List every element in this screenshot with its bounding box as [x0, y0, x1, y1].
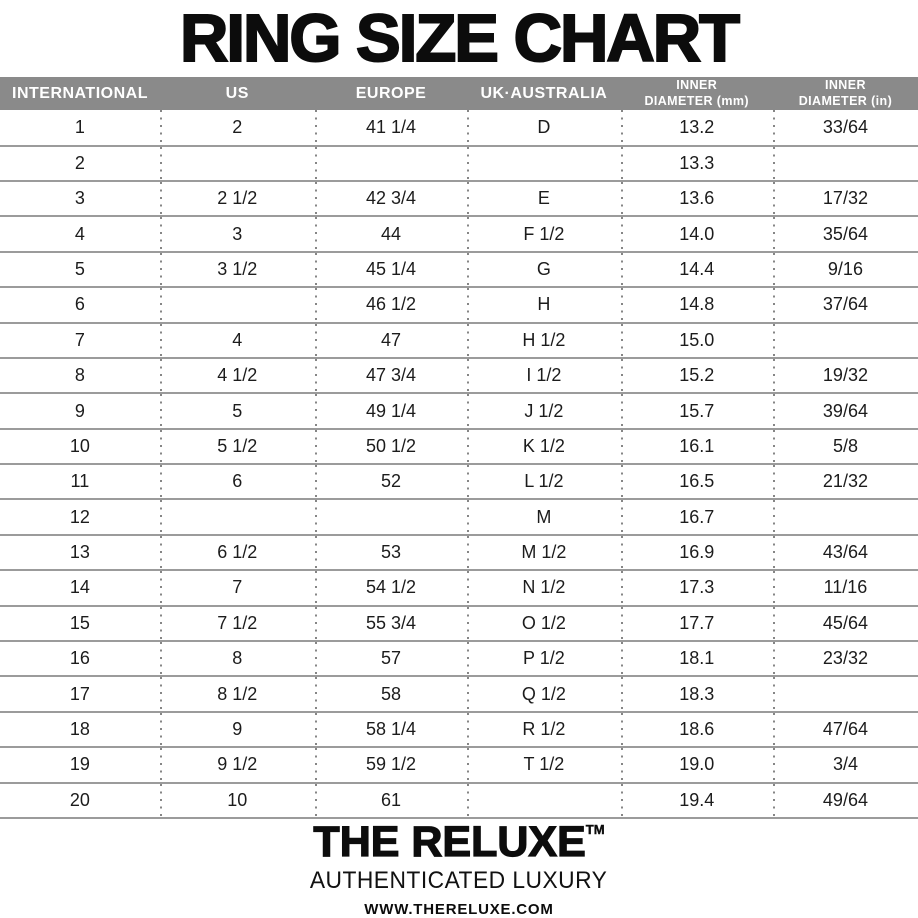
cell-europe: 46 1/2	[315, 287, 467, 322]
cell-us	[160, 146, 315, 181]
cell-us: 3 1/2	[160, 252, 315, 287]
table-body	[0, 110, 918, 818]
cell-inner-diameter-in: 23/32	[773, 641, 918, 676]
cell-inner-diameter-mm: 19.4	[621, 783, 773, 818]
table-row	[0, 181, 918, 216]
cell-uk-australia: O 1/2	[467, 606, 620, 641]
cell-inner-diameter-mm: 19.0	[621, 747, 773, 782]
table-row	[0, 252, 918, 287]
cell-international: 1	[74, 116, 85, 137]
cell-us	[160, 287, 315, 322]
cell-europe: 58	[315, 676, 467, 711]
cell-international: 15	[0, 606, 160, 641]
cell-us: 8 1/2	[160, 676, 315, 711]
cell-us: 7 1/2	[160, 606, 315, 641]
cell-europe	[315, 499, 467, 534]
cell-us: 2 1/2	[160, 181, 315, 216]
cell-inner-diameter-mm: 16.5	[621, 464, 773, 499]
cell-uk-australia	[467, 146, 620, 181]
cell-international: 4	[0, 216, 160, 251]
brand-website: WWW.THERELUXE.COM	[364, 901, 554, 918]
cell-inner-diameter-in: 33/64	[773, 110, 918, 145]
cell-us: 4 1/2	[160, 358, 315, 393]
table-row	[0, 641, 918, 676]
cell-inner-diameter-in: 35/64	[773, 216, 918, 251]
cell-europe: 47 3/4	[315, 358, 467, 393]
cell-inner-diameter-in: 5/8	[773, 429, 918, 464]
table-row	[0, 429, 918, 464]
cell-inner-diameter-mm: 16.1	[621, 429, 773, 464]
cell-inner-diameter-in: 37/64	[773, 287, 918, 322]
cell-inner-diameter-in	[773, 499, 918, 534]
cell-uk-australia: G	[467, 252, 620, 287]
table-row	[0, 110, 918, 145]
cell-europe: 47	[315, 323, 467, 358]
cell-us: 2	[160, 110, 315, 145]
cell-inner-diameter-in: 21/32	[773, 464, 918, 499]
cell-inner-diameter-mm: 17.3	[621, 570, 773, 605]
brand-tagline: AUTHENTICATED LUXURY	[310, 867, 608, 894]
cell-international: 14	[0, 570, 160, 605]
cell-inner-diameter-in: 43/64	[773, 535, 918, 570]
cell-inner-diameter-in	[773, 676, 918, 711]
title-bar	[0, 0, 918, 77]
cell-uk-australia: F 1/2	[467, 216, 620, 251]
cell-international: 13	[0, 535, 160, 570]
table-row	[0, 146, 918, 181]
cell-inner-diameter-mm: 18.3	[621, 676, 773, 711]
cell-europe: 59 1/2	[315, 747, 467, 782]
table-row	[0, 535, 918, 570]
table-row	[0, 287, 918, 322]
trademark-symbol: TM	[585, 822, 605, 837]
cell-inner-diameter-mm: 14.8	[621, 287, 773, 322]
cell-europe: 49 1/4	[315, 393, 467, 428]
cell-us: 4	[160, 323, 315, 358]
cell-europe: 54 1/2	[315, 570, 467, 605]
table-row	[0, 676, 918, 711]
cell-inner-diameter-mm: 17.7	[621, 606, 773, 641]
cell-inner-diameter-mm: 15.0	[621, 323, 773, 358]
table-row	[0, 747, 918, 782]
cell-inner-diameter-in	[773, 146, 918, 181]
table-row	[0, 712, 918, 747]
cell-international: 19	[0, 747, 160, 782]
table-header-row	[0, 77, 918, 110]
cell-uk-australia: L 1/2	[467, 464, 620, 499]
cell-international: 7	[0, 323, 160, 358]
cell-europe: 55 3/4	[315, 606, 467, 641]
cell-us	[160, 499, 315, 534]
table-row	[0, 464, 918, 499]
cell-international: 2	[0, 146, 160, 181]
cell-inner-diameter-mm: 14.4	[621, 252, 773, 287]
column-header-inner-diameter-mm: INNER DIAMETER (mm)	[621, 77, 773, 110]
column-header-international: INTERNATIONAL	[0, 77, 160, 110]
page-title: RING SIZE CHART	[179, 1, 739, 77]
cell-europe: 61	[315, 783, 467, 818]
cell-international: 6	[0, 287, 160, 322]
column-header-inner-diameter-in: INNER DIAMETER (in)	[773, 77, 918, 110]
cell-uk-australia: N 1/2	[467, 570, 620, 605]
cell-europe: 44	[315, 216, 467, 251]
cell-us: 9	[160, 712, 315, 747]
cell-inner-diameter-mm: 15.7	[621, 393, 773, 428]
cell-uk-australia: P 1/2	[467, 641, 620, 676]
cell-europe: 57	[315, 641, 467, 676]
cell-us: 8	[160, 641, 315, 676]
cell-inner-diameter-mm: 13.2	[621, 110, 773, 145]
cell-europe: 52	[315, 464, 467, 499]
cell-europe: 53	[315, 535, 467, 570]
cell-us: 5	[160, 393, 315, 428]
cell-us: 10	[160, 783, 315, 818]
table-row	[0, 358, 918, 393]
cell-inner-diameter-in: 9/16	[773, 252, 918, 287]
cell-inner-diameter-in: 39/64	[773, 393, 918, 428]
cell-us: 3	[160, 216, 315, 251]
cell-international: 16	[0, 641, 160, 676]
cell-inner-diameter-mm: 13.6	[621, 181, 773, 216]
ring-size-table	[0, 77, 918, 819]
table-row	[0, 570, 918, 605]
cell-inner-diameter-mm: 13.3	[621, 146, 773, 181]
cell-us: 6 1/2	[160, 535, 315, 570]
cell-inner-diameter-in: 3/4	[773, 747, 918, 782]
cell-international: 9	[0, 393, 160, 428]
cell-international: 18	[0, 712, 160, 747]
cell-uk-australia: K 1/2	[467, 429, 620, 464]
cell-inner-diameter-in: 11/16	[773, 570, 918, 605]
cell-uk-australia: D	[467, 110, 620, 145]
cell-europe: 41 1/4	[315, 110, 467, 145]
cell-us: 9 1/2	[160, 747, 315, 782]
cell-inner-diameter-mm: 18.6	[621, 712, 773, 747]
table-row	[0, 606, 918, 641]
table-row	[0, 499, 918, 534]
cell-uk-australia: E	[467, 181, 620, 216]
footer	[0, 819, 918, 918]
cell-international: 20	[0, 783, 160, 818]
cell-international: 17	[0, 676, 160, 711]
cell-uk-australia	[467, 783, 620, 818]
cell-uk-australia: M 1/2	[467, 535, 620, 570]
brand-logo	[313, 818, 605, 866]
cell-international: 5	[0, 252, 160, 287]
cell-inner-diameter-in: 45/64	[773, 606, 918, 641]
cell-inner-diameter-mm: 18.1	[621, 641, 773, 676]
brand-name: THE RELUXE	[313, 818, 586, 866]
cell-europe: 45 1/4	[315, 252, 467, 287]
table-row	[0, 393, 918, 428]
column-header-europe: EUROPE	[315, 77, 467, 110]
cell-inner-diameter-in: 17/32	[773, 181, 918, 216]
cell-us: 7	[160, 570, 315, 605]
cell-us: 6	[160, 464, 315, 499]
table-row	[0, 216, 918, 251]
table-row	[0, 323, 918, 358]
cell-inner-diameter-mm: 14.0	[621, 216, 773, 251]
cell-us: 5 1/2	[160, 429, 315, 464]
cell-inner-diameter-in	[773, 323, 918, 358]
cell-uk-australia: H	[467, 287, 620, 322]
cell-international: 3	[0, 181, 160, 216]
cell-europe	[315, 146, 467, 181]
cell-uk-australia: T 1/2	[467, 747, 620, 782]
cell-uk-australia: I 1/2	[467, 358, 620, 393]
cell-inner-diameter-in: 49/64	[773, 783, 918, 818]
cell-uk-australia: R 1/2	[467, 712, 620, 747]
cell-international: 11	[0, 464, 160, 499]
cell-inner-diameter-mm: 16.9	[621, 535, 773, 570]
cell-inner-diameter-in: 47/64	[773, 712, 918, 747]
cell-uk-australia: M	[467, 499, 620, 534]
cell-inner-diameter-mm: 16.7	[621, 499, 773, 534]
table-header	[0, 77, 918, 110]
cell-europe: 50 1/2	[315, 429, 467, 464]
cell-uk-australia: Q 1/2	[467, 676, 620, 711]
column-header-uk-australia: UK·AUSTRALIA	[467, 77, 620, 110]
cell-europe: 58 1/4	[315, 712, 467, 747]
cell-international: 12	[0, 499, 160, 534]
table-row	[0, 783, 918, 818]
column-header-us: US	[160, 77, 315, 110]
cell-uk-australia: J 1/2	[467, 393, 620, 428]
cell-uk-australia: H 1/2	[467, 323, 620, 358]
cell-europe: 42 3/4	[315, 181, 467, 216]
cell-inner-diameter-mm: 15.2	[621, 358, 773, 393]
cell-international: 8	[0, 358, 160, 393]
cell-inner-diameter-in: 19/32	[773, 358, 918, 393]
cell-international: 10	[0, 429, 160, 464]
